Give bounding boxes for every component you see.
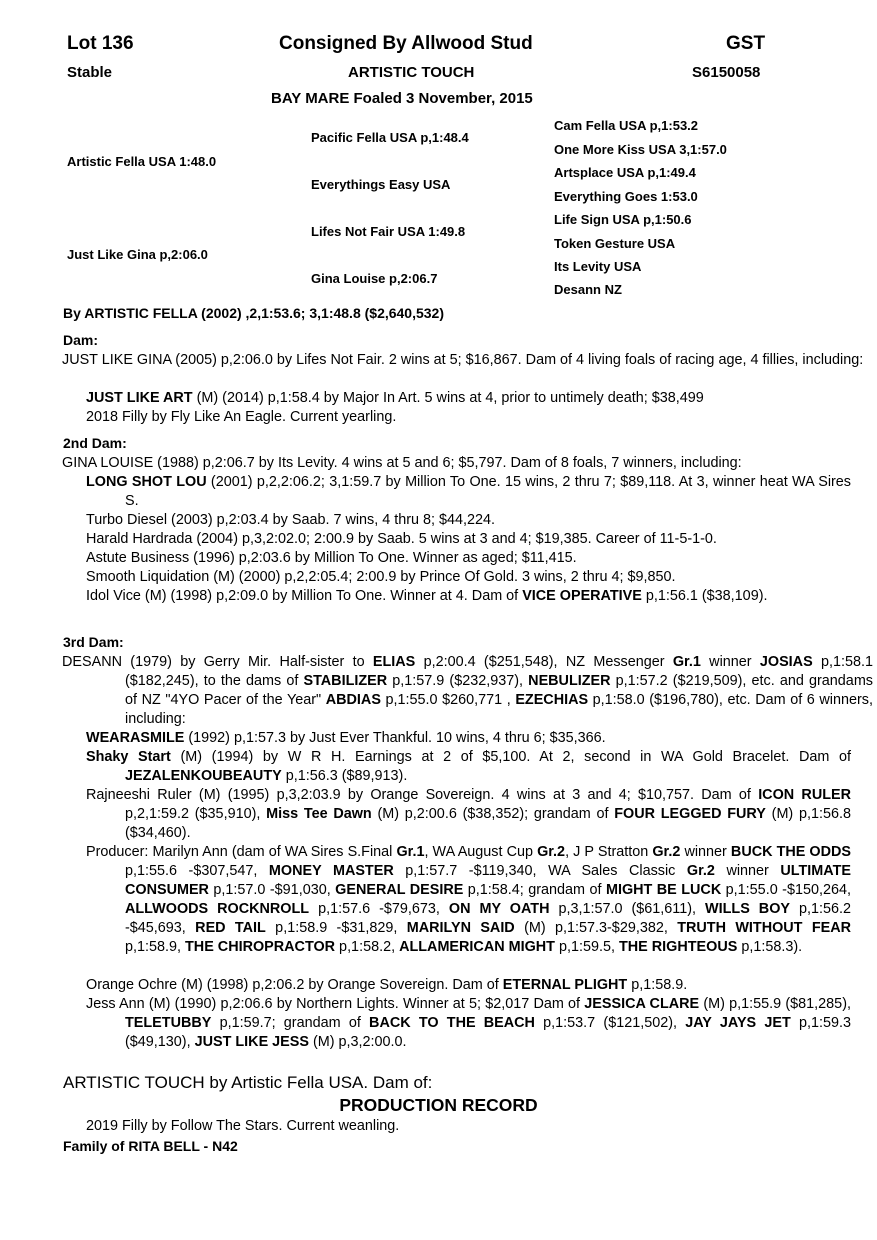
second-dam-progeny-5: Smooth Liquidation (M) (2000) p,2,2:05.4; 2:00.9 by Prince Of Gold. 3 wins, 2 thru 4; $9,850. [86,569,676,585]
pedigree-sire-dam: Everythings Easy USA [311,177,451,192]
pedigree-gen3-4: Everything Goes 1:53.0 [554,189,698,204]
second-dam-progeny-4: Astute Business (1996) p,2:03.6 by Million To One. Winner as aged; $11,415. [86,550,577,566]
third-dam-progeny-1: WEARASMILE (1992) p,1:57.3 by Just Ever Thankful. 10 wins, 4 thru 6; $35,366. [86,730,606,746]
second-dam-progeny-2: Turbo Diesel (2003) p,2:03.4 by Saab. 7 wins, 4 thru 8; $44,224. [86,512,496,528]
production-entry: 2019 Filly by Follow The Stars. Current weanling. [86,1118,400,1134]
gst-label: GST [726,33,766,54]
pedigree-gen3-5: Life Sign USA p,1:50.6 [554,212,692,227]
third-dam-heading: 3rd Dam: [63,634,124,650]
progeny-name: JUST LIKE ART [86,390,193,406]
third-dam-main: DESANN (1979) by Gerry Mir. Half-sister to ELIAS p,2:00.4 ($251,548), NZ Messenger Gr.1 winner JOSIAS p,1:58.1 ($182,245), to the dams of STABILIZER p,1:57.9 ($232,937), NEBULIZER p,1:57.2 ($219,509), etc. and grandams of NZ "4YO Pacer of the Year" ABDIAS p,1:55.0 $260,771 , EZECHIAS p,1:58.0 ($196,780), etc. Dam of 6 winners, including: [62,654,874,727]
horse-name: ARTISTIC TOUCH [348,64,475,81]
pedigree-gen3-7: Its Levity USA [554,259,642,274]
pedigree-gen3-6: Token Gesture USA [554,236,676,251]
lot-number: Lot 136 [67,33,134,54]
pedigree-gen3-3: Artsplace USA p,1:49.4 [554,165,696,180]
registration-code: S6150058 [692,64,761,81]
pedigree-dam: Just Like Gina p,2:06.0 [67,247,208,262]
dam-progeny-1: JUST LIKE ART (M) (2014) p,1:58.4 by Major In Art. 5 wins at 4, prior to untimely death; $38,499 [86,390,704,406]
pedigree-sire: Artistic Fella USA 1:48.0 [67,154,217,169]
consignor: Consigned By Allwood Stud [279,33,533,54]
production-record-heading: PRODUCTION RECORD [339,1095,538,1115]
third-dam-progeny-5: Orange Ochre (M) (1998) p,2:06.2 by Orange Sovereign. Dam of ETERNAL PLIGHT p,1:58.9. [86,977,688,993]
third-dam-progeny-3: Rajneeshi Ruler (M) (1995) p,3,2:03.9 by Orange Sovereign. 4 wins at 3 and 4; $10,757. Dam of ICON RULER p,2,1:59.2 ($35,910), Miss Tee Dawn (M) p,2:00.6 ($38,352); grandam of FOUR LEGGED FURY (M) p,1:56.8 ($34,460). [86,787,851,841]
dam-main: JUST LIKE GINA (2005) p,2:06.0 by Lifes Not Fair. 2 wins at 5; $16,867. Dam of 4 living foals of racing age, 4 fillies, including: [62,352,864,368]
horse-description: BAY MARE Foaled 3 November, 2015 [271,90,533,107]
second-dam-heading: 2nd Dam: [63,435,127,451]
second-dam-main: GINA LOUISE (1988) p,2:06.7 by Its Levity. 4 wins at 5 and 6; $5,797. Dam of 8 foals, 7 winners, including: [62,455,742,471]
dam-heading: Dam: [63,332,99,348]
family-line: Family of RITA BELL - N42 [63,1138,238,1154]
second-dam-progeny-1: LONG SHOT LOU (2001) p,2,2:06.2; 3,1:59.7 by Million To One. 15 wins, 2 thru 7; $89,118. At 3, winner heat WA Sires S. [86,474,852,509]
location: Stable [67,64,113,81]
dam-of-line: ARTISTIC TOUCH by Artistic Fella USA. Dam of: [63,1073,433,1092]
pedigree-gen3-2: One More Kiss USA 3,1:57.0 [554,142,727,157]
third-dam-progeny-6: Jess Ann (M) (1990) p,2:06.6 by Northern Lights. Winner at 5; $2,017 Dam of JESSICA CLARE (M) p,1:55.9 ($81,285), TELETUBBY p,1:59.7; grandam of BACK TO THE BEACH p,1:53.7 ($121,502), JAY JAYS JET p,1:59.3 ($49,130), JUST LIKE JESS (M) p,3,2:00.0. [86,996,851,1050]
pedigree-gen3-1: Cam Fella USA p,1:53.2 [554,118,699,133]
dam-progeny-2: 2018 Filly by Fly Like An Eagle. Current yearling. [86,409,397,425]
pedigree-dam-sire: Lifes Not Fair USA 1:49.8 [311,224,466,239]
sire-line: By ARTISTIC FELLA (2002) ,2,1:53.6; 3,1:48.8 ($2,640,532) [63,305,445,321]
pedigree-gen3-8: Desann NZ [554,282,622,297]
second-dam-progeny-6: Idol Vice (M) (1998) p,2:09.0 by Million To One. Winner at 4. Dam of VICE OPERATIVE p,1:56.1 ($38,109). [86,588,768,604]
pedigree-sire-sire: Pacific Fella USA p,1:48.4 [311,130,469,145]
pedigree-dam-dam: Gina Louise p,2:06.7 [311,271,438,286]
second-dam-progeny-3: Harald Hardrada (2004) p,3,2:02.0; 2:00.9 by Saab. 5 wins at 3 and 4; $19,385. Career of 11-5-1-0. [86,531,717,547]
third-dam-progeny-4: Producer: Marilyn Ann (dam of WA Sires S.Final Gr.1, WA August Cup Gr.2, J P Stratton Gr.2 winner BUCK THE ODDS p,1:55.6 -$307,547, MONEY MASTER p,1:57.7 -$119,340, WA Sales Classic Gr.2 winner ULTIMATE CONSUMER p,1:57.0 -$91,030, GENERAL DESIRE p,1:58.4; grandam of MIGHT BE LUCK p,1:55.0 -$150,264, ALLWOODS ROCKNROLL p,1:57.6 -$79,673, ON MY OATH p,3,1:57.0 ($61,611), WILLS BOY p,1:56.2 -$45,693, RED TAIL p,1:58.9 -$31,829, MARILYN SAID (M) p,1:57.3-$29,382, TRUTH WITHOUT FEAR p,1:58.9, THE CHIROPRACTOR p,1:58.2, ALLAMERICAN MIGHT p,1:59.5, THE RIGHTEOUS p,1:58.3). [86,844,852,955]
third-dam-progeny-2: Shaky Start (M) (1994) by W R H. Earnings at 2 of $5,100. At 2, second in WA Gold Bracelet. Dam of JEZALENKOUBEAUTY p,1:56.3 ($89,913). [86,749,851,784]
